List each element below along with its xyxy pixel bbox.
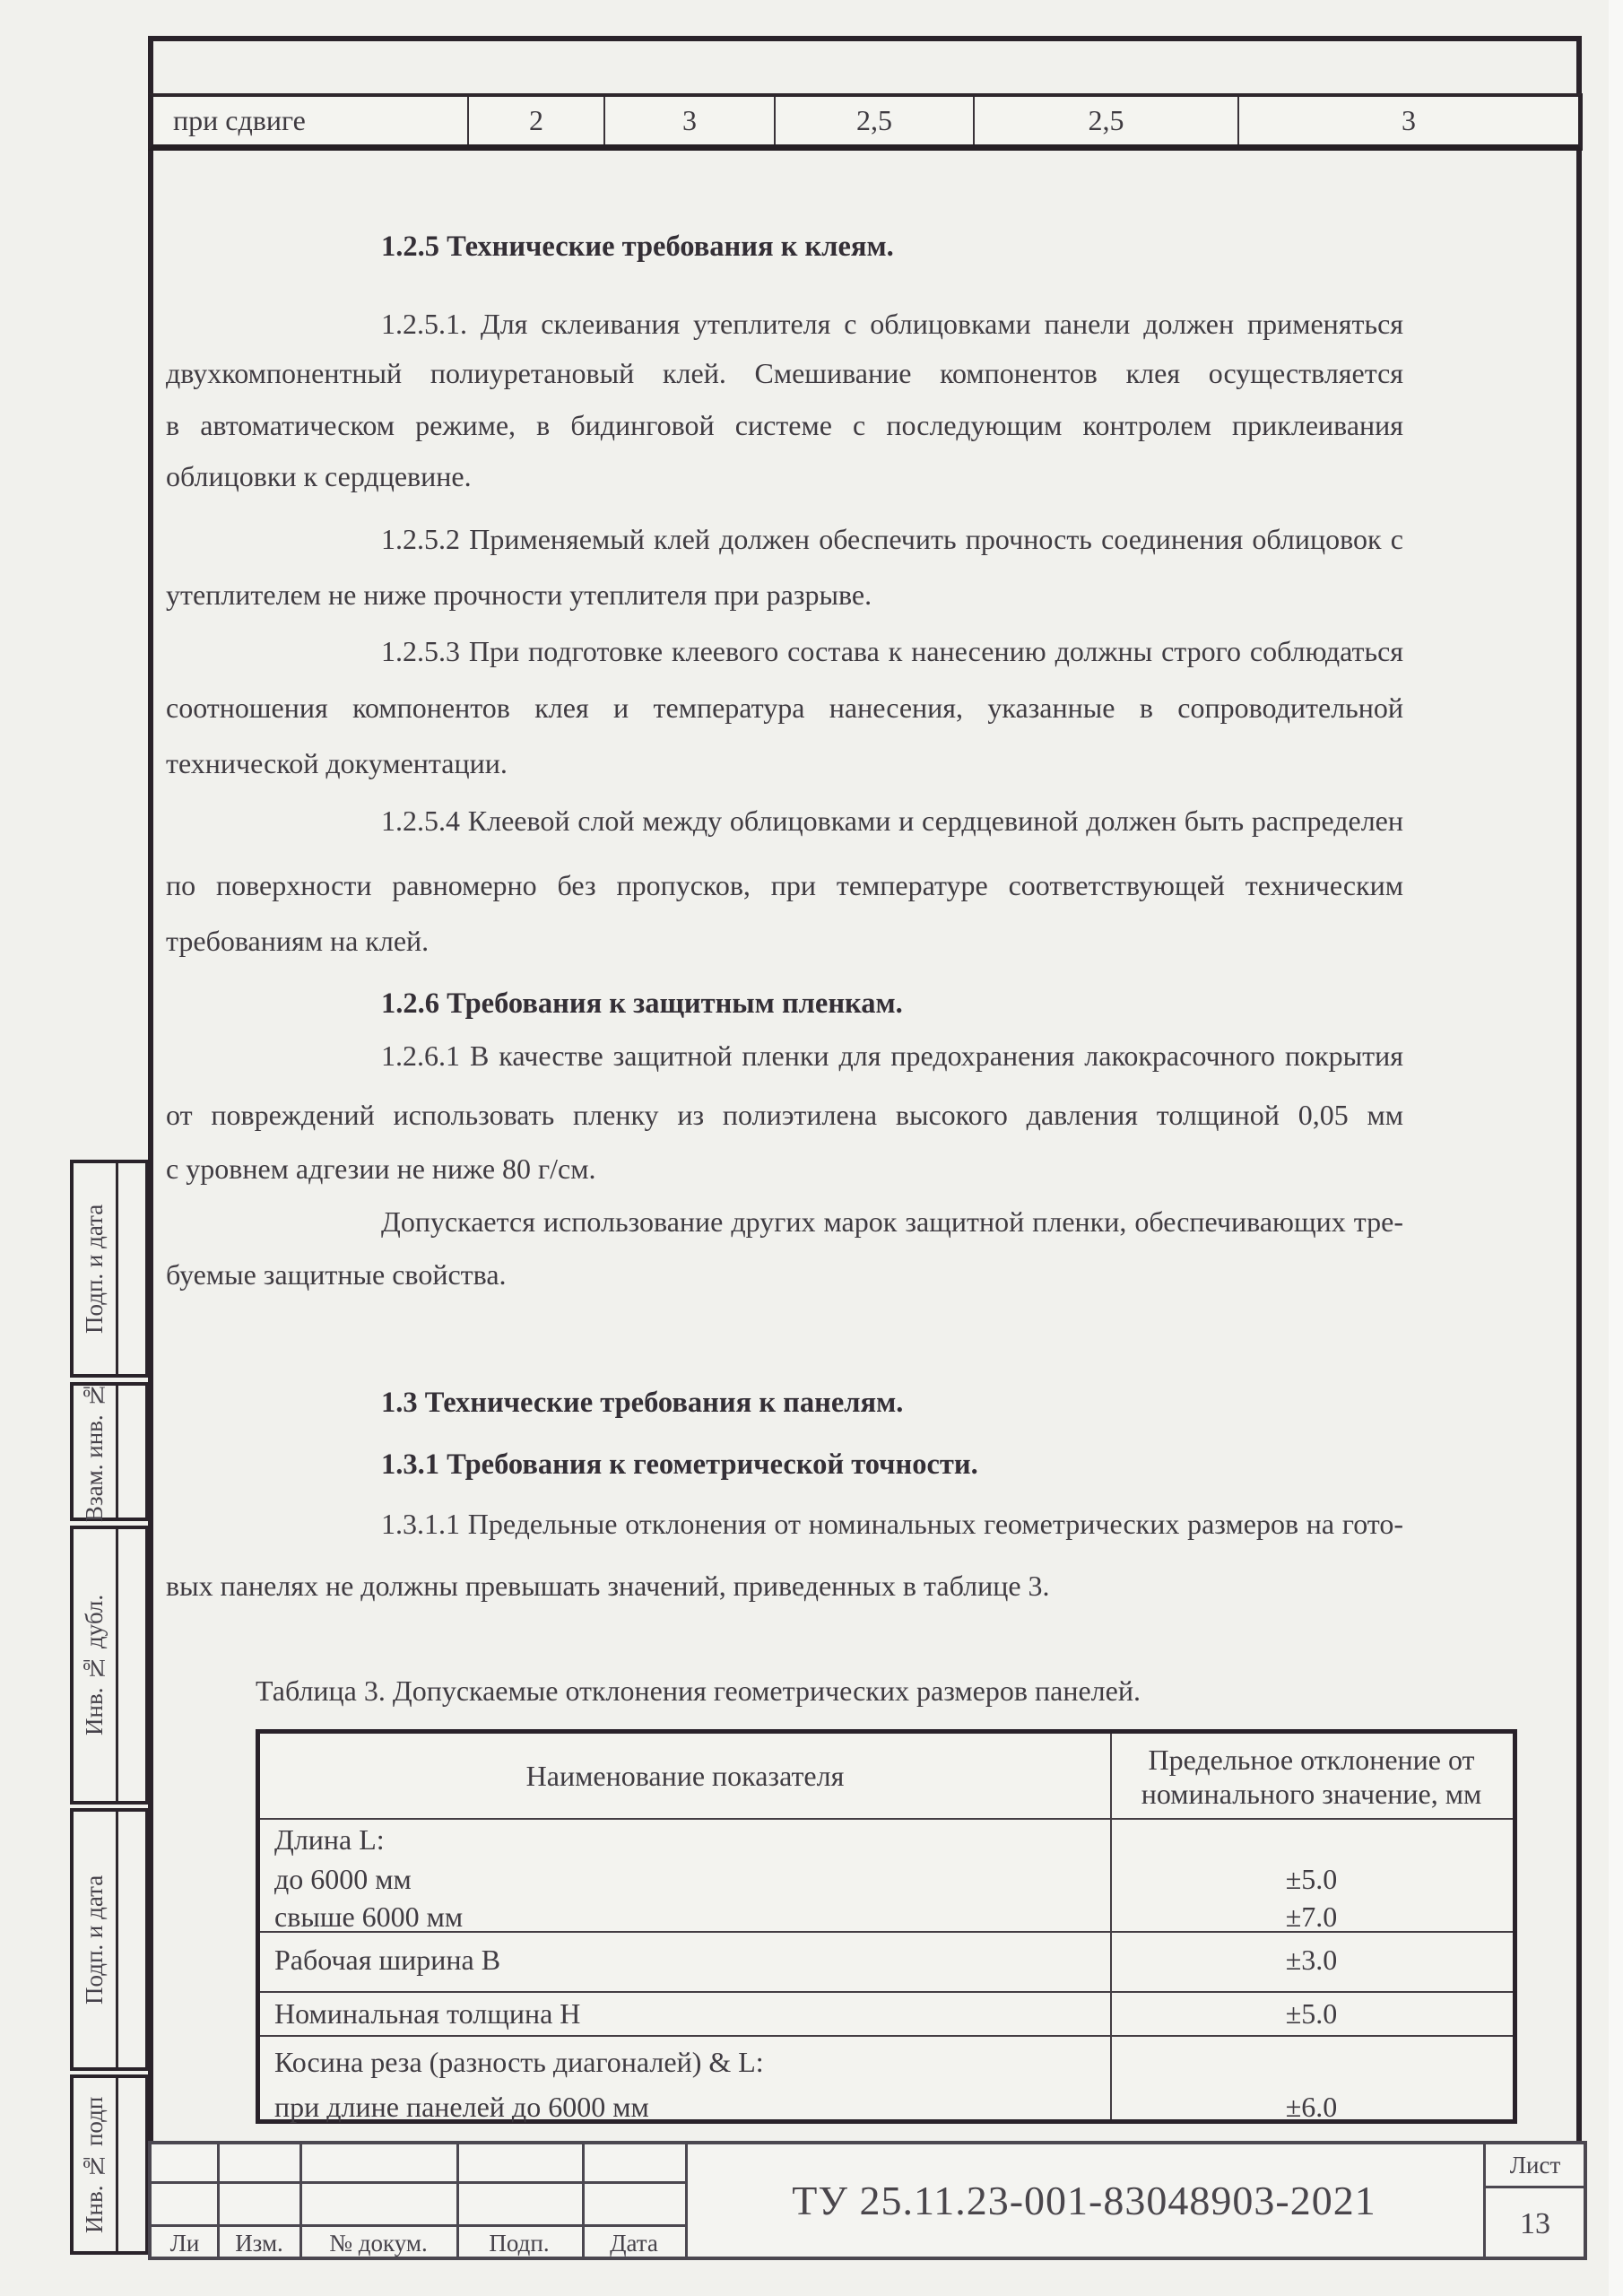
paragraph-line: 1.2.5.4 Клеевой слой между облицовками и сердцевиной должен быть распределен [381,804,1403,837]
paragraph-line: в автоматическом режиме, в бидинговой системе с последующим контролем приклеивания [166,409,1403,441]
title-block-footer-label: Изм. [235,2230,283,2257]
side-stamp-box [70,1808,149,2071]
title-block [148,2141,1587,2260]
sheet-label: Лист [1509,2151,1561,2179]
paragraph-line: 1.2.5.2 Применяемый клей должен обеспечить прочность соединения облицовок с [381,523,1403,555]
side-stamp-label: Подп. и дата [81,1204,108,1334]
section-heading-1-2-5: 1.2.5 Технические требования к клеям. [381,230,894,263]
scan-edge [1609,0,1623,2296]
title-block-line [217,2144,220,2257]
side-stamp-divider [116,2078,118,2251]
table3-cell-name: Номинальная толщина Н [274,1997,581,2030]
table3-row-line [260,1991,1513,1993]
title-block-footer-label: Ли [169,2230,200,2257]
title-block-line [456,2144,459,2257]
side-stamp-box [70,2074,149,2255]
paragraph-line: буемые защитные свойства. [166,1258,507,1291]
side-stamp-divider [116,1812,118,2067]
table3-header-deviation: Предельное отклонение от [1148,1744,1475,1776]
side-stamp-label: Инв. № подп [81,2096,108,2233]
carryover-value: 2,5 [973,97,1237,144]
paragraph-line: Допускается использование других марок защитной пленки, обеспечивающих тре- [381,1205,1403,1238]
paragraph-line: 1.2.5.1. Для склеивания утеплителя с облицовками панели должен применяться [381,308,1403,340]
title-block-footer-label: Дата [610,2230,658,2257]
table3-header-deviation: номинального значение, мм [1141,1778,1482,1810]
section-heading-1-2-6: 1.2.6 Требования к защитным пленкам. [381,987,903,1020]
table3-cell-name: Рабочая ширина B [274,1944,501,1976]
table3-row-line [260,2035,1513,2037]
carryover-table [148,93,1583,151]
paragraph-line: от повреждений использовать пленку из полиэтилена высокого давления толщиной 0,05 мм [166,1099,1403,1131]
paragraph-line: соотношения компонентов клея и температура нанесения, указанные в сопроводительной [166,691,1403,724]
sheet-number: 13 [1520,2207,1550,2240]
carryover-value: 3 [603,97,774,144]
carryover-value: 2 [467,97,603,144]
carryover-value: 2,5 [774,97,973,144]
side-stamp-divider [116,1529,118,1801]
table3-cell-name: при длине панелей до 6000 мм [274,2091,649,2123]
table3-cell-value: ±6.0 [1285,2091,1338,2123]
table3-caption: Таблица 3. Допускаемые отклонения геометрических размеров панелей. [256,1674,1141,1707]
table3-cell-value: ±3.0 [1285,1944,1338,1976]
paragraph-line: требованиям на клей. [166,925,430,957]
table3 [256,1729,1517,2124]
paragraph-line: с уровнем адгезии не ниже 80 г/см. [166,1152,596,1185]
title-block-footer-label: Подп. [489,2230,550,2257]
table3-header-name: Наименование показателя [525,1760,845,1792]
title-block-line [299,2144,302,2257]
paragraph-line: двухкомпонентный полиуретановый клей. Смешивание компонентов клея осуществляется [166,357,1403,389]
paragraph-line: 1.2.5.3 При подготовке клеевого состава к нанесению должны строго соблюдаться [381,635,1403,667]
paragraph-line: вых панелях не должны превышать значений, приведенных в таблице 3. [166,1570,1050,1602]
table3-cell-name: до 6000 мм [274,1863,412,1895]
title-block-line [152,2224,685,2227]
side-stamp-box [70,1382,149,1521]
table3-row-line [260,1818,1513,1820]
paragraph-line: 1.3.1.1 Предельные отклонения от номинальных геометрических размеров на гото- [381,1508,1403,1540]
paragraph-line: утеплителем не ниже прочности утеплителя при разрыве. [166,578,872,611]
title-block-line [582,2144,585,2257]
title-block-footer-label: № докум. [329,2230,428,2257]
doc-number: ТУ 25.11.23-001-83048903-2021 [792,2178,1376,2223]
section-heading-1-3-1: 1.3.1 Требования к геометрической точности. [381,1448,978,1481]
side-stamp-label: Подп. и дата [81,1874,108,2005]
side-stamp-box [70,1160,149,1378]
table3-cell-value: ±5.0 [1285,1997,1338,2030]
carryover-row-label: при сдвиге [173,104,306,136]
title-block-line [152,2181,685,2184]
table3-cell-name: свыше 6000 мм [274,1900,464,1933]
table3-cell-name: Косина реза (разность диагоналей) & L: [274,2046,764,2078]
section-heading-1-3: 1.3 Технические требования к панелям. [381,1387,904,1419]
paragraph-line: 1.2.6.1 В качестве защитной пленки для предохранения лакокрасочного покрытия [381,1039,1403,1072]
side-stamp-divider [116,1163,118,1374]
side-stamp-divider [116,1386,118,1518]
side-stamp-label: Взам. инв. № [81,1381,108,1522]
paragraph-line: технической документации. [166,747,508,779]
side-stamp-label: Инв. № дубл. [81,1594,108,1736]
table3-cell-value: ±7.0 [1285,1900,1338,1933]
carryover-value: 3 [1237,97,1578,144]
paragraph-line: по поверхности равномерно без пропусков, при температуре соответствующей техническим [166,869,1403,901]
table3-cell-value: ±5.0 [1285,1863,1338,1895]
paragraph-line: облицовки к сердцевине. [166,460,472,492]
table3-cell-name: Длина L: [274,1823,385,1856]
side-stamp-box [70,1526,149,1805]
